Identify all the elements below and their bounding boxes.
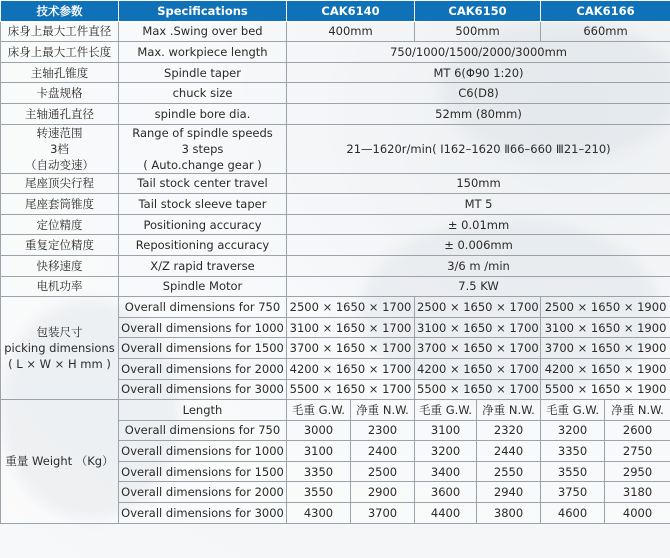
header-model-2: CAK6150 xyxy=(415,1,541,22)
speed-en-line: 3 steps xyxy=(181,141,224,156)
weight-value: 4400 xyxy=(415,503,477,524)
weight-value: 3550 xyxy=(541,461,605,482)
spec-label-en: Repositioning accuracy xyxy=(119,235,287,256)
spec-label-cn: 电机功率 xyxy=(1,276,119,297)
weight-gw-header: 毛重 G.W. xyxy=(415,400,477,421)
weight-value: 2750 xyxy=(605,441,670,462)
spec-label-cn xyxy=(1,124,119,173)
speed-cn-line: 3档 xyxy=(50,141,69,156)
packing-row-label: Overall dimensions for 1500 xyxy=(119,338,287,359)
spec-value: 52mm (80mm) xyxy=(287,103,670,124)
packing-value: 4200 × 1650 × 1700 xyxy=(415,358,541,379)
weight-value: 3700 xyxy=(351,503,415,524)
packing-row-label: Overall dimensions for 2000 xyxy=(119,358,287,379)
spec-value: ± 0.006mm xyxy=(287,235,670,256)
spec-label-cn: 床身上最大工件直径 xyxy=(1,21,119,42)
packing-value: 5500 × 1650 × 1700 xyxy=(287,379,415,400)
weight-value: 3400 xyxy=(415,461,477,482)
spec-value: 21—1620r/min( Ⅰ162–1620 Ⅱ66–660 Ⅲ21–210) xyxy=(287,124,670,173)
packing-value: 3100 × 1650 × 1900 xyxy=(541,317,670,338)
spec-row xyxy=(1,42,670,63)
weight-nw-header: 净重 N.W. xyxy=(605,400,670,421)
packing-value: 3700 × 1650 × 1700 xyxy=(415,338,541,359)
spec-value: MT 5 xyxy=(287,194,670,215)
spec-value: ± 0.01mm xyxy=(287,214,670,235)
packing-value: 5500 × 1650 × 1700 xyxy=(415,379,541,400)
packing-value: 4200 × 1650 × 1900 xyxy=(541,358,670,379)
spec-label-en: Max. workpiece length xyxy=(119,42,287,63)
weight-value: 2600 xyxy=(605,420,670,441)
packing-row-label: Overall dimensions for 1000 xyxy=(119,317,287,338)
weight-value: 2300 xyxy=(351,420,415,441)
spec-value: 400mm xyxy=(287,21,415,42)
packing-value: 2500 × 1650 × 1700 xyxy=(415,297,541,318)
spec-row xyxy=(1,124,670,173)
spec-row xyxy=(1,214,670,235)
spec-value: 660mm xyxy=(541,21,670,42)
packing-value: 3700 × 1650 × 1700 xyxy=(287,338,415,359)
weight-length-header: Length xyxy=(119,400,287,421)
spec-label-cn: 主轴孔锥度 xyxy=(1,62,119,83)
weight-value: 3100 xyxy=(415,420,477,441)
spec-row xyxy=(1,173,670,194)
speed-en-line: Range of spindle speeds xyxy=(132,125,273,140)
weight-nw-header: 净重 N.W. xyxy=(477,400,541,421)
spec-value: 3/6 m /min xyxy=(287,255,670,276)
spec-label-en: spindle bore dia. xyxy=(119,103,287,124)
weight-value: 2320 xyxy=(477,420,541,441)
spec-value: MT 6(Φ90 1:20) xyxy=(287,62,670,83)
speed-en-line: ( Auto.change gear ) xyxy=(143,157,262,172)
spec-label-cn: 快移速度 xyxy=(1,255,119,276)
spec-row xyxy=(1,83,670,104)
spec-label-en: Tail stock center travel xyxy=(119,173,287,194)
weight-value: 2900 xyxy=(351,482,415,503)
packing-row-label: Overall dimensions for 3000 xyxy=(119,379,287,400)
weight-value: 4300 xyxy=(287,503,351,524)
packing-value: 4200 × 1650 × 1700 xyxy=(287,358,415,379)
weight-value: 4000 xyxy=(605,503,670,524)
weight-value: 2940 xyxy=(477,482,541,503)
spec-row xyxy=(1,194,670,215)
packing-value: 2500 × 1650 × 1900 xyxy=(541,297,670,318)
spec-label-cn: 床身上最大工件长度 xyxy=(1,42,119,63)
weight-value: 3200 xyxy=(415,441,477,462)
header-model-3: CAK6166 xyxy=(541,1,670,22)
weight-value: 3800 xyxy=(477,503,541,524)
spec-label-cn: 卡盘规格 xyxy=(1,83,119,104)
spec-value: 500mm xyxy=(415,21,541,42)
weight-header-row xyxy=(1,400,670,421)
spec-row xyxy=(1,276,670,297)
spec-label-cn: 重复定位精度 xyxy=(1,235,119,256)
packing-row xyxy=(1,297,670,318)
weight-row-label: Overall dimensions for 3000 xyxy=(119,503,287,524)
packing-value: 3700 × 1650 × 1900 xyxy=(541,338,670,359)
weight-row-label: Overall dimensions for 1500 xyxy=(119,461,287,482)
header-en: Specifications xyxy=(119,1,287,22)
spec-row xyxy=(1,235,670,256)
packing-value: 3100 × 1650 × 1700 xyxy=(415,317,541,338)
packing-value: 5500 × 1650 × 1900 xyxy=(541,379,670,400)
weight-value: 3350 xyxy=(541,441,605,462)
spec-label-en xyxy=(119,124,287,173)
spec-label-en: Positioning accuracy xyxy=(119,214,287,235)
weight-value: 2400 xyxy=(351,441,415,462)
spec-label-en: X/Z rapid traverse xyxy=(119,255,287,276)
weight-value: 3200 xyxy=(541,420,605,441)
spec-label-en: Max .Swing over bed xyxy=(119,21,287,42)
spec-label-cn: 主轴通孔直径 xyxy=(1,103,119,124)
weight-row-label: Overall dimensions for 2000 xyxy=(119,482,287,503)
weight-value: 2950 xyxy=(605,461,670,482)
packing-label-unit: ( L × W × H mm ) xyxy=(8,357,111,372)
weight-row-label: Overall dimensions for 750 xyxy=(119,420,287,441)
spec-value: 7.5 KW xyxy=(287,276,670,297)
weight-value: 2550 xyxy=(477,461,541,482)
spec-label-en: chuck size xyxy=(119,83,287,104)
packing-label-en: picking dimensions xyxy=(4,341,115,356)
spec-value: 150mm xyxy=(287,173,670,194)
packing-label xyxy=(1,297,119,400)
spec-row xyxy=(1,103,670,124)
packing-value: 2500 × 1650 × 1700 xyxy=(287,297,415,318)
header-model-1: CAK6140 xyxy=(287,1,415,22)
spec-value: C6(D8) xyxy=(287,83,670,104)
weight-value: 4600 xyxy=(541,503,605,524)
weight-value: 3180 xyxy=(605,482,670,503)
weight-value: 3350 xyxy=(287,461,351,482)
weight-row-label: Overall dimensions for 1000 xyxy=(119,441,287,462)
weight-value: 2500 xyxy=(351,461,415,482)
weight-nw-header: 净重 N.W. xyxy=(351,400,415,421)
header-cn: 技术参数 xyxy=(1,1,119,22)
spec-label-cn: 尾座顶尖行程 xyxy=(1,173,119,194)
spec-label-en: Tail stock sleeve taper xyxy=(119,194,287,215)
header-row xyxy=(1,1,670,22)
spec-label-en: Spindle taper xyxy=(119,62,287,83)
spec-value: 750/1000/1500/2000/3000mm xyxy=(287,42,670,63)
speed-cn-line: （自动变速） xyxy=(25,157,94,172)
weight-gw-header: 毛重 G.W. xyxy=(541,400,605,421)
weight-value: 3550 xyxy=(287,482,351,503)
weight-value: 3750 xyxy=(541,482,605,503)
packing-value: 3100 × 1650 × 1700 xyxy=(287,317,415,338)
weight-value: 3100 xyxy=(287,441,351,462)
packing-label-cn: 包装尺寸 xyxy=(36,325,83,340)
spec-label-en: Spindle Motor xyxy=(119,276,287,297)
spec-label-cn: 定位精度 xyxy=(1,214,119,235)
speed-cn-line: 转速范围 xyxy=(36,125,83,140)
spec-row xyxy=(1,62,670,83)
weight-gw-header: 毛重 G.W. xyxy=(287,400,351,421)
packing-row-label: Overall dimensions for 750 xyxy=(119,297,287,318)
weight-label: 重量 Weight （Kg） xyxy=(1,400,119,524)
spec-label-cn: 尾座套筒锥度 xyxy=(1,194,119,215)
spec-row xyxy=(1,21,670,42)
weight-value: 3000 xyxy=(287,420,351,441)
weight-value: 2440 xyxy=(477,441,541,462)
spec-row xyxy=(1,255,670,276)
weight-value: 3600 xyxy=(415,482,477,503)
